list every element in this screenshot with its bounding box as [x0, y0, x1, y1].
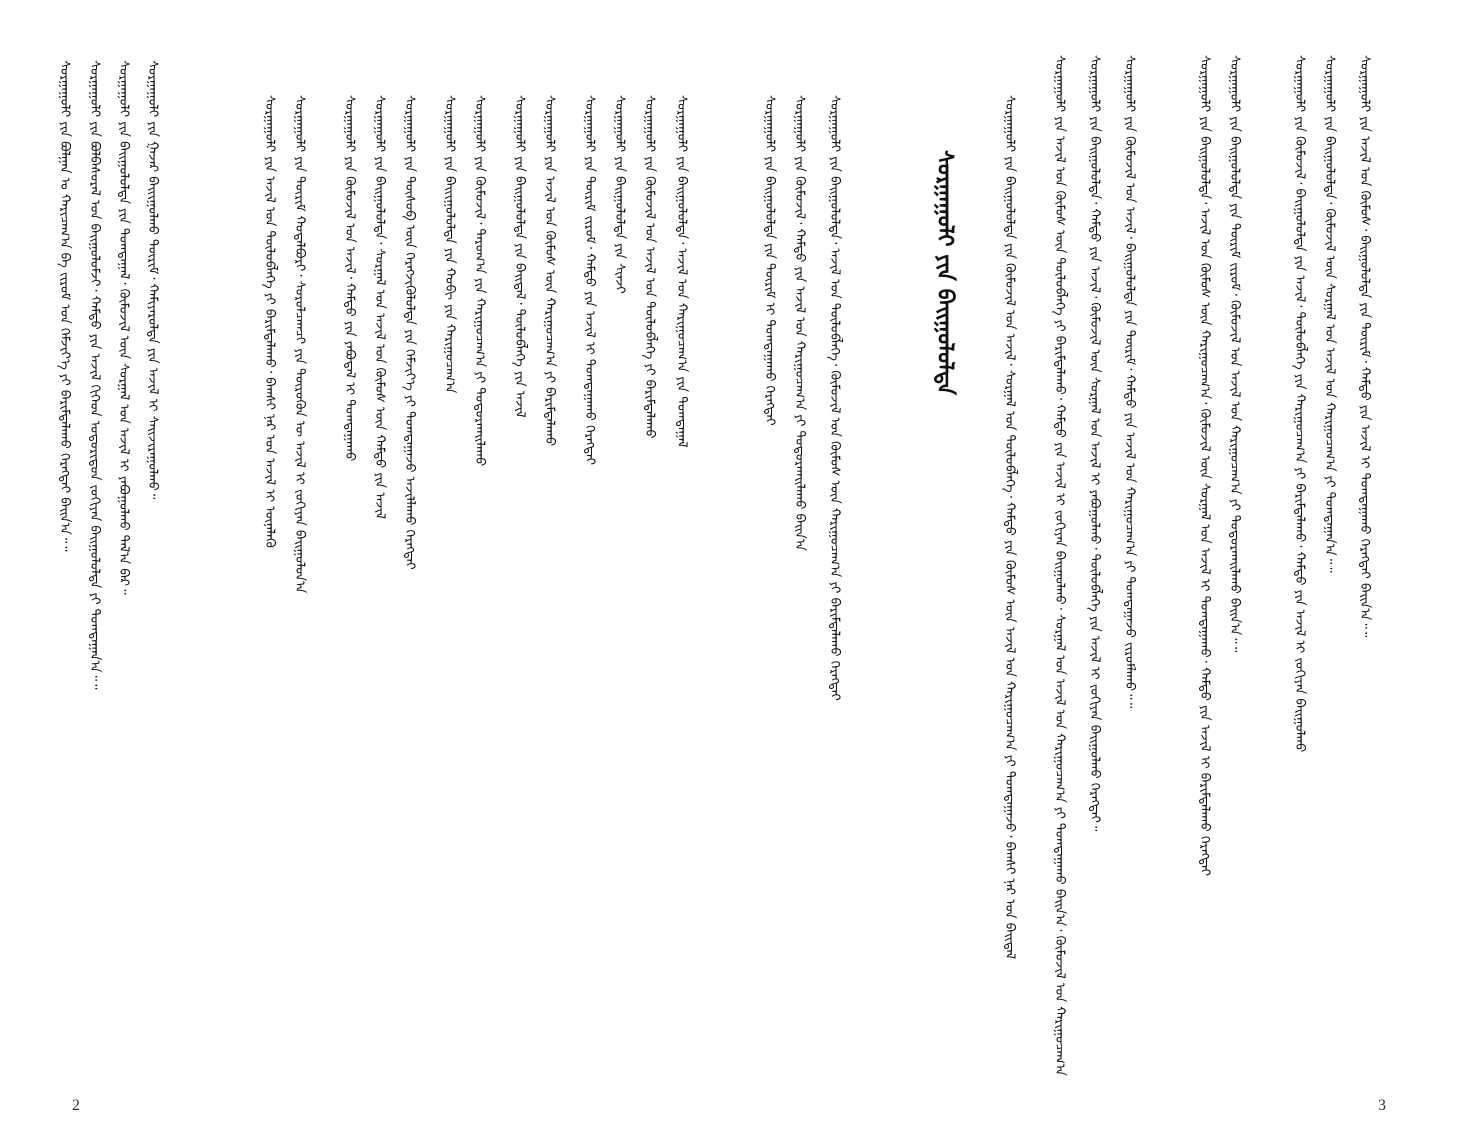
text-column: ᠰᠤᠷᠭᠠᠭᠤᠯᠢ ᠶᠢᠨ ᠬᠦᠮᠦᠵᠢᠯ ᠤᠨ ᠠᠵᠢᠯ ᠤᠨ ᠲᠥᠯᠦᠪᠯᠡᠭᠡ ᠶᠢ ᠪᠠᠷᠢᠮᠳᠠᠯᠠᠬᠤ [642, 95, 657, 439]
text-column: ᠰᠤᠷᠭᠠᠭᠤᠯᠢ ᠶᠢᠨ ᠬᠦᠮᠦᠵᠢᠯ᠂ ᠬᠠᠮᠲᠤ ᠶᠢᠨ ᠠᠵᠢᠯ ᠤᠨ ᠬᠠᠷᠢᠭᠤᠴᠠᠭ᠎ᠠ ᠶᠢ ᠲᠣᠳᠤᠷᠬᠠᠢᠯᠠᠬᠤ ᠪᠠᠢᠨ᠎ᠠ [792, 95, 807, 551]
text-column: ᠰᠤᠷᠭᠠᠭᠤᠯᠢ ᠶᠢᠨ ᠭᠠᠵᠠᠷ ᠪᠠᠢᠢᠭᠤᠯᠬᠤ ᠳᠦᠷᠢᠮ᠂ ᠬᠠᠮᠢᠶᠠᠷᠤᠯᠲᠠ ᠶᠢᠨ ᠠᠵᠢᠯ ᠢ ᠰᠠᠢᠵᠢᠷᠠᠭᠤᠯᠬᠤ᠃ [145, 60, 160, 500]
text-column: ᠰᠤᠷᠭᠠᠭᠤᠯᠢ ᠶᠢᠨ ᠪᠠᠢᠭᠤᠯᠤᠯᠲᠠ ᠶᠢᠨ ᠬᠦᠮᠦᠵᠢᠯ ᠤᠨ ᠠᠵᠢᠯ᠂ ᠰᠤᠷᠭᠠᠯ ᠤᠨ ᠲᠥᠯᠦᠪᠯᠡᠭᠡ᠂ ᠬᠠᠮᠲᠤ ᠶᠢᠨ ᠬᠦᠮᠦᠰ ᠦᠨ ᠠᠵᠢᠯ ᠤᠨ ᠬᠠᠷᠢᠭᠤᠴᠠᠭ᠎ᠠ ᠶᠢ ᠲᠣᠭᠲᠠᠭᠠᠵᠤ᠂ ᠪᠠᠭᠰᠢ ᠨᠠᠷ ᠤᠨ ᠪᠠᠢᠳᠠᠯ [1002, 95, 1017, 960]
text-column: ᠰᠤᠷᠭᠠᠭᠤᠯᠢ ᠶᠢᠨ ᠠᠵᠢᠯ ᠤᠨ ᠲᠥᠯᠦᠪᠯᠡᠭᠡ ᠶᠢ ᠪᠠᠷᠢᠮᠳᠠᠯᠠᠬᠤ᠂ ᠪᠠᠭᠰᠢ ᠨᠠᠷ ᠤᠨ ᠠᠵᠢᠯ ᠢ ᠦᠨᠡᠯᠡᠬᠦ [262, 95, 277, 548]
text-column: ᠰᠤᠷᠭᠠᠭᠤᠯᠢ ᠶᠢᠨ ᠪᠠᠢᠭᠤᠯᠤᠯᠲᠠ ᠶᠢᠨ ᠳᠦᠷᠢᠮ ᠢ ᠲᠣᠭᠲᠠᠭᠠᠬᠤ ᠬᠡᠷᠡᠭᠲᠡᠢ [762, 95, 777, 426]
section-heading: ᠰᠤᠷᠭᠠᠭᠤᠯᠢ ᠶᠢᠨ ᠪᠠᠢᠭᠤᠯᠤᠯᠲᠠ [932, 150, 957, 396]
text-column: ᠰᠤᠷᠭᠠᠭᠤᠯᠢ ᠶᠢᠨ ᠠᠵᠢᠯ ᠤᠨ ᠬᠦᠮᠦᠰ᠂ ᠪᠠᠢᠭᠤᠯᠤᠯᠲᠠ ᠶᠢᠨ ᠳᠦᠷᠢᠮ᠂ ᠬᠠᠮᠲᠤ ᠶᠢᠨ ᠠᠵᠢᠯ ᠢ ᠲᠣᠭᠲᠠᠭᠠᠬᠤ ᠬᠡᠷᠡᠭᠲᠡᠢ ᠪᠠᠢᠨ᠎ᠠ᠃᠃ [1357, 55, 1372, 638]
text-column: ᠰᠤᠷᠭᠠᠭᠤᠯᠢ ᠶᠢᠨ ᠲᠦᠰᠦᠪ ᠦᠨ ᠬᠡᠷᠡᠭᠵᠢᠭᠦᠯᠦᠯᠲᠡ ᠶᠢᠨ ᠬᠡᠮᠵᠢᠶ᠎ᠡ ᠶᠢ ᠲᠣᠭᠲᠠᠭᠠᠵᠤ ᠠᠵᠢᠯᠯᠠᠬᠤ ᠬᠡᠷᠡᠭᠲᠡᠢ [402, 95, 417, 570]
text-column: ᠰᠤᠷᠭᠠᠭᠤᠯᠢ ᠶᠢᠨ ᠪᠠᠢᠭᠤᠯᠤᠯᠲᠠ᠂ ᠠᠵᠢᠯ ᠤᠨ ᠲᠥᠯᠦᠪᠯᠡᠭᠡ᠂ ᠬᠦᠮᠦᠵᠢᠯ ᠤᠨ ᠬᠦᠮᠦᠰ ᠦᠨ ᠬᠠᠷᠢᠭᠤᠴᠠᠭ᠎ᠠ ᠶᠢ ᠪᠠᠷᠢᠮᠳᠠᠯᠠᠬᠤ ᠬᠡᠷᠡᠭᠲᠡᠢ [827, 95, 842, 701]
text-column: ᠰᠤᠷᠭᠠᠭᠤᠯᠢ ᠶᠢᠨ ᠪᠤᠯᠪᠠᠰᠤᠷᠠᠯ ᠤᠨ ᠪᠠᠢᠭᠤᠯᠤᠮᠵᠢ᠂ ᠬᠠᠮᠲᠤ ᠶᠢᠨ ᠠᠵᠢᠯ ᠬᠢᠬᠡᠳ ᠤᠳᠤᠷᠢᠳᠤᠨ ᠵᠤᠬᠢᠶᠠᠨ ᠪᠠᠢᠭᠤᠯᠤᠯᠲᠠ ᠶᠢ ᠲᠣᠭᠲᠠᠭᠠᠨ᠎ᠠ᠃᠃ [87, 60, 102, 690]
text-column: ᠰᠤᠷᠭᠠᠭᠤᠯᠢ ᠶᠢᠨ ᠳᠦᠷᠢᠮ ᠬᠤᠲᠠᠯᠪᠤᠷᠢ᠂ ᠰᠤᠷᠤᠯᠴᠠᠭᠴᠢ ᠶᠢᠨ ᠲᠦᠷᠦᠭᠦᠨ ᠦ ᠠᠵᠢᠯ ᠢ ᠵᠤᠬᠢᠶᠠᠨ ᠪᠠᠢᠭᠤᠯᠤᠨ᠎ᠠ [292, 95, 307, 594]
text-column: ᠰᠤᠷᠭᠠᠭᠤᠯᠢ ᠶᠢᠨ ᠬᠦᠮᠦᠵᠢᠯ ᠤᠨ ᠠᠵᠢᠯ᠂ ᠬᠠᠮᠲᠤ ᠶᠢᠨ ᠶᠠᠪᠤᠳᠠᠯ ᠢ ᠲᠣᠭᠲᠠᠭᠠᠬᠤ [342, 95, 357, 462]
right-page-number: 3 [1378, 1097, 1386, 1114]
text-column: ᠰᠤᠷᠭᠠᠭᠤᠯᠢ ᠶᠢᠨ ᠪᠠᠢᠭᠤᠯᠤᠯᠲᠠ ᠶᠢᠨ ᠪᠠᠢᠳᠠᠯ᠂ ᠲᠥᠯᠦᠪᠯᠡᠭᠡ ᠶᠢᠨ ᠠᠵᠢᠯ [512, 95, 527, 418]
text-column: ᠰᠤᠷᠭᠠᠭᠤᠯᠢ ᠶᠢᠨ ᠪᠠᠢᠭᠤᠯᠤᠯᠲᠠ᠂ ᠰᠤᠷᠭᠠᠯ ᠤᠨ ᠠᠵᠢᠯ ᠤᠨ ᠬᠦᠮᠦᠰ ᠦᠨ ᠬᠠᠮᠲᠤ ᠶᠢᠨ ᠠᠵᠢᠯ [372, 95, 387, 520]
text-column: ᠰᠤᠷᠭᠠᠭᠤᠯᠢ ᠶᠢᠨ ᠬᠦᠮᠦᠵᠢᠯ ᠤᠨ ᠠᠵᠢᠯ᠂ ᠪᠠᠢᠭᠤᠯᠤᠯᠲᠠ ᠶᠢᠨ ᠳᠦᠷᠢᠮ᠂ ᠬᠠᠮᠲᠤ ᠶᠢᠨ ᠠᠵᠢᠯ ᠤᠨ ᠬᠠᠷᠢᠭᠤᠴᠠᠭ᠎ᠠ ᠶᠢ ᠲᠣᠭᠲᠠᠭᠠᠵᠤ ᠵᠢᠷᠤᠮᠯᠠᠬᠤ᠃᠃ [1122, 55, 1137, 709]
text-column: ᠰᠤᠷᠭᠠᠭᠤᠯᠢ ᠶᠢᠨ ᠪᠠᠢᠭᠤᠯᠤᠯᠲᠠ᠂ ᠬᠠᠮᠲᠤ ᠶᠢᠨ ᠠᠵᠢᠯ᠂ ᠬᠦᠮᠦᠵᠢᠯ ᠦᠨ ᠰᠤᠷᠭᠠᠯ ᠤᠨ ᠠᠵᠢᠯ ᠢ ᠶᠠᠪᠤᠭᠤᠯᠬᠤ᠂ ᠲᠥᠯᠦᠪᠯᠡᠭᠡ ᠶᠢᠨ ᠠᠵᠢᠯ ᠢ ᠵᠤᠬᠢᠶᠠᠨ ᠪᠠᠢᠭᠤᠯᠬᠤ ᠬᠡᠷᠡᠭᠲᠡᠢ᠃ [1087, 55, 1102, 832]
text-column: ᠰᠤᠷᠭᠠᠭᠤᠯᠢ ᠶᠢᠨ ᠠᠵᠢᠯ ᠤᠨ ᠬᠦᠮᠦᠰ ᠦᠨ ᠬᠠᠷᠢᠭᠤᠴᠠᠭ᠎ᠠ ᠶᠢ ᠪᠠᠷᠢᠮᠳᠠᠯᠠᠬᠤ [542, 95, 557, 447]
text-column: ᠰᠤᠷᠭᠠᠭᠤᠯᠢ ᠶᠢᠨ ᠪᠠᠢᠭᠤᠯᠤᠯᠲᠠ᠂ ᠬᠦᠮᠦᠵᠢᠯ ᠦᠨ ᠰᠤᠷᠭᠠᠯ ᠤᠨ ᠠᠵᠢᠯ ᠤᠨ ᠬᠠᠷᠢᠭᠤᠴᠠᠭ᠎ᠠ ᠶᠢ ᠲᠣᠭᠲᠠᠭᠠᠨ᠎ᠠ᠃᠃ [1322, 55, 1337, 573]
text-column: ᠰᠤᠷᠭᠠᠭᠤᠯᠢ ᠶᠢᠨ ᠠᠵᠢᠯ ᠤᠨ ᠬᠦᠮᠦᠰ ᠦᠨ ᠲᠥᠯᠦᠪᠯᠡᠭᠡ ᠶᠢ ᠪᠠᠷᠢᠮᠳᠠᠯᠠᠬᠤ᠂ ᠬᠠᠮᠲᠤ ᠶᠢᠨ ᠠᠵᠢᠯ ᠢ ᠵᠤᠬᠢᠶᠠᠨ ᠪᠠᠢᠭᠤᠯᠬᠤ᠂ ᠰᠤᠷᠭᠠᠯ ᠤᠨ ᠠᠵᠢᠯ ᠤᠨ ᠬᠠᠷᠢᠭᠤᠴᠠᠭ᠎ᠠ ᠶᠢ ᠲᠣᠭᠲᠠᠭᠠᠬᠤ ᠪᠠᠢᠨ᠎ᠠ᠂ ᠬᠦᠮᠦᠵᠢᠯ ᠤᠨ ᠬᠠᠷᠢᠭᠤᠴᠠᠭ᠎ᠠ [1052, 55, 1067, 1076]
text-column: ᠰᠤᠷᠭᠠᠭᠤᠯᠢ ᠶᠢᠨ ᠪᠠᠢᠭᠤᠯᠤᠯᠲᠠ᠂ ᠠᠵᠢᠯ ᠤᠨ ᠬᠦᠮᠦᠰ ᠦᠨ ᠬᠠᠷᠢᠭᠤᠴᠠᠭ᠎ᠠ᠂ ᠬᠦᠮᠦᠵᠢᠯ ᠦᠨ ᠰᠤᠷᠭᠠᠯ ᠤᠨ ᠠᠵᠢᠯ ᠢ ᠲᠣᠭᠲᠠᠭᠠᠬᠤ᠂ ᠬᠠᠮᠲᠤ ᠶᠢᠨ ᠠᠵᠢᠯ ᠢ ᠪᠠᠷᠢᠮᠳᠠᠯᠠᠬᠤ ᠬᠡᠷᠡᠭᠲᠡᠢ [1197, 55, 1212, 877]
text-column: ᠰᠤᠷᠭᠠᠭᠤᠯᠢ ᠶᠢᠨ ᠪᠠᠢᠭᠤᠯᠤᠯᠲᠠ ᠶᠢᠨ ᠲᠣᠭᠲᠠᠭᠠᠯ᠂ ᠬᠦᠮᠦᠵᠢᠯ ᠦᠨ ᠰᠤᠷᠭᠠᠯ ᠤᠨ ᠠᠵᠢᠯ ᠢ ᠶᠠᠪᠤᠭᠤᠯᠬᠤ ᠲᠠᠯ᠎ᠠ ᠪᠠᠷ᠃ [116, 60, 131, 595]
text-column: ᠰᠤᠷᠭᠠᠭᠤᠯᠢ ᠶᠢᠨ ᠪᠤᠯᠭᠠᠨ ᠤ ᠬᠠᠷᠢᠴᠠᠭ᠎ᠠ ᠪᠠ ᠵᠢᠷᠤᠮ ᠤᠨ ᠬᠡᠮᠵᠢᠶ᠎ᠡ ᠶᠢ ᠪᠠᠷᠢᠮᠳᠠᠯᠠᠬᠤ ᠬᠡᠷᠡᠭᠲᠡᠢ ᠪᠠᠢᠨ᠎ᠠ᠃᠃ [57, 60, 72, 552]
left-page-number: 2 [72, 1097, 80, 1114]
text-column: ᠰᠤᠷᠭᠠᠭᠤᠯᠢ ᠶᠢᠨ ᠪᠠᠢᠭᠤᠯᠤᠯᠲᠠ᠂ ᠠᠵᠢᠯ ᠤᠨ ᠬᠠᠷᠢᠭᠤᠴᠠᠭ᠎ᠠ ᠶᠢᠨ ᠲᠣᠭᠲᠠᠭᠠᠯ [674, 95, 689, 448]
text-column: ᠰᠤᠷᠭᠠᠭᠤᠯᠢ ᠶᠢᠨ ᠪᠠᠢᠭᠤᠯᠤᠯᠲᠠ ᠶᠢᠨ ᠰᠢᠨᠵᠢ [612, 95, 627, 294]
text-column: ᠰᠤᠷᠭᠠᠭᠤᠯᠢ ᠶᠢᠨ ᠪᠠᠢᠢᠭᠤᠯᠤᠯᠲᠠ ᠶᠢᠨ ᠬᠤᠪᠢ ᠶᠢᠨ ᠬᠠᠷᠢᠭᠤᠴᠠᠭ᠎ᠠ [442, 95, 457, 394]
text-column: ᠰᠤᠷᠭᠠᠭᠤᠯᠢ ᠶᠢᠨ ᠬᠦᠮᠦᠵᠢᠯ᠂ ᠳᠠᠷᠤᠭ᠎ᠠ ᠶᠢᠨ ᠬᠠᠷᠢᠭᠤᠴᠠᠭ᠎ᠠ ᠶᠢ ᠲᠣᠳᠤᠷᠬᠠᠢᠯᠠᠬᠤ [472, 95, 487, 467]
text-column: ᠰᠤᠷᠭᠠᠭᠤᠯᠢ ᠶᠢᠨ ᠪᠠᠢᠭᠤᠯᠤᠯᠲᠠ ᠶᠢᠨ ᠳᠦᠷᠢᠮ ᠵᠢᠷᠤᠮ᠂ ᠬᠦᠮᠦᠵᠢᠯ ᠤᠨ ᠠᠵᠢᠯ ᠤᠨ ᠬᠠᠷᠢᠭᠤᠴᠠᠭ᠎ᠠ ᠶᠢ ᠲᠣᠳᠤᠷᠬᠠᠢᠯᠠᠬᠤ ᠪᠠᠢᠨ᠎ᠠ᠃᠃ [1227, 55, 1242, 653]
text-column: ᠰᠤᠷᠭᠠᠭᠤᠯᠢ ᠶᠢᠨ ᠳᠦᠷᠢᠮ ᠵᠢᠷᠤᠮ᠂ ᠬᠠᠮᠲᠤ ᠶᠢᠨ ᠠᠵᠢᠯ ᠢ ᠲᠣᠭᠲᠠᠭᠠᠬᠤ ᠬᠡᠷᠡᠭᠲᠡᠢ [582, 95, 597, 466]
text-column: ᠰᠤᠷᠭᠠᠭᠤᠯᠢ ᠶᠢᠨ ᠬᠦᠮᠦᠵᠢᠯ᠂ ᠪᠠᠢᠭᠤᠯᠤᠯᠲᠠ ᠶᠢᠨ ᠠᠵᠢᠯ᠂ ᠲᠥᠯᠦᠪᠯᠡᠭᠡ ᠶᠢᠨ ᠬᠠᠷᠢᠭᠤᠴᠠᠭ᠎ᠠ ᠶᠢ ᠪᠠᠷᠢᠮᠳᠠᠯᠠᠬᠤ᠂ ᠬᠠᠮᠲᠤ ᠶᠢᠨ ᠠᠵᠢᠯ ᠢ ᠵᠤᠬᠢᠶᠠᠨ ᠪᠠᠢᠭᠤᠯᠬᠤ [1292, 55, 1307, 753]
